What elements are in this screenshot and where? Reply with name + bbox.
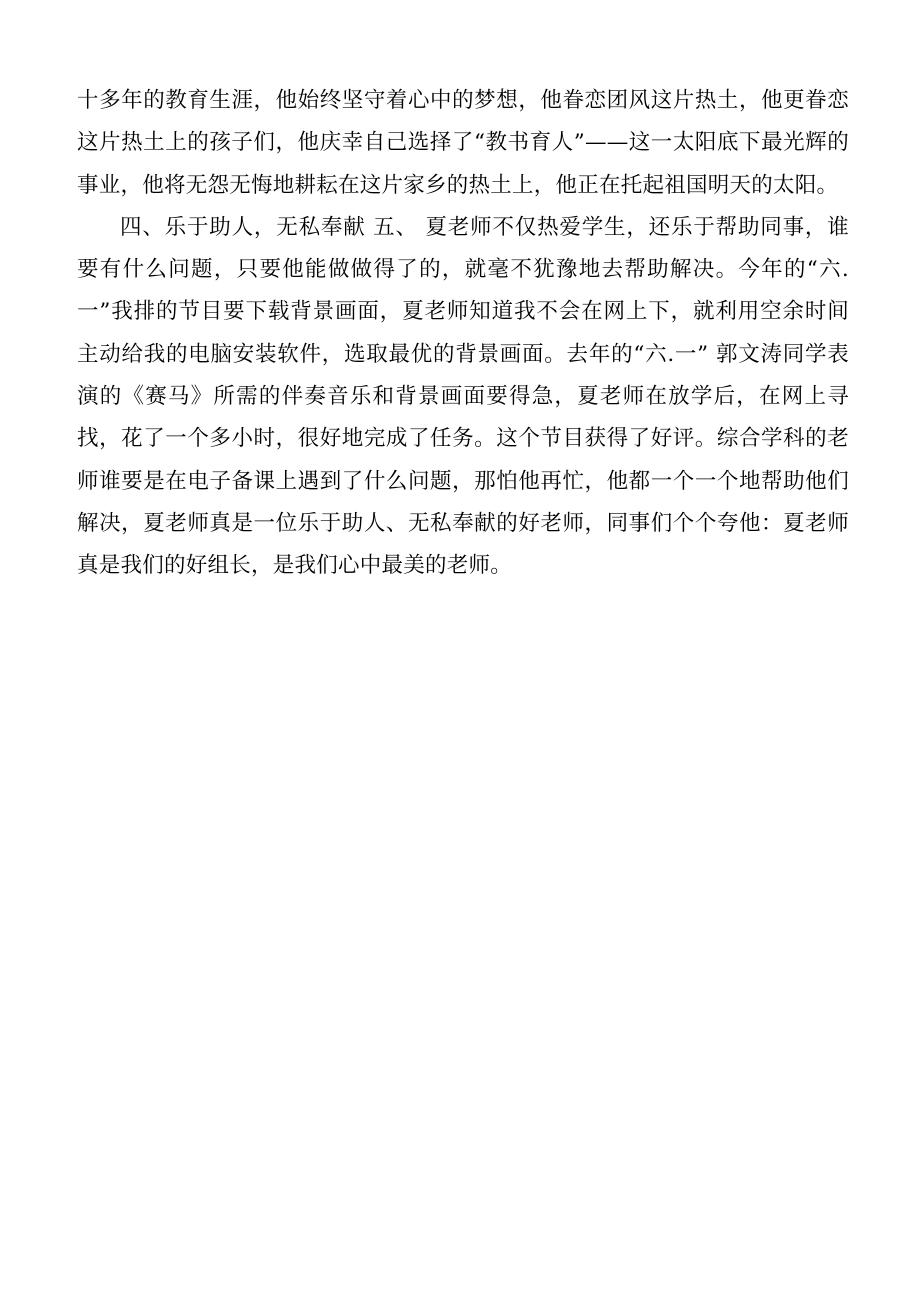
paragraph-teaching-career: 十多年的教育生涯，他始终坚守着心中的梦想，他眷恋团风这片热土，他更眷恋这片热土上的孩子们，他庆幸自己选择了“教书育人”——这一太阳底下最光辉的事业，他将无怨无悔地耕耘在这片家乡的热土上，他正在托起祖国明天的太阳。 — [77, 88, 849, 198]
paragraph-helping-colleagues: 四、乐于助人，无私奉献 五、 夏老师不仅热爱学生，还乐于帮助同事，谁要有什么问题，只要他能做做得了的，就毫不犹豫地去帮助解决。今年的“六.一”我排的节目要下载背景画面，夏老师知道我不会在网上下，就利用空余时间主动给我的电脑安装软件，选取最优的背景画面。去年的“六.一” 郭文涛同学表演的《赛马》所需的伴奏音乐和背景画面要得急，夏老师在放学后，在网上寻找，花了一个多小时，很好地完成了任务。这个节目获得了好评。综合学科的老师谁要是在电子备课上遇到了什么问题，那怕他再忙，他都一个一个地帮助他们解决，夏老师真是一位乐于助人、无私奉献的好老师，同事们个个夸他：夏老师真是我们的好组长，是我们心中最美的老师。 — [77, 214, 849, 579]
document-body — [77, 80, 849, 588]
